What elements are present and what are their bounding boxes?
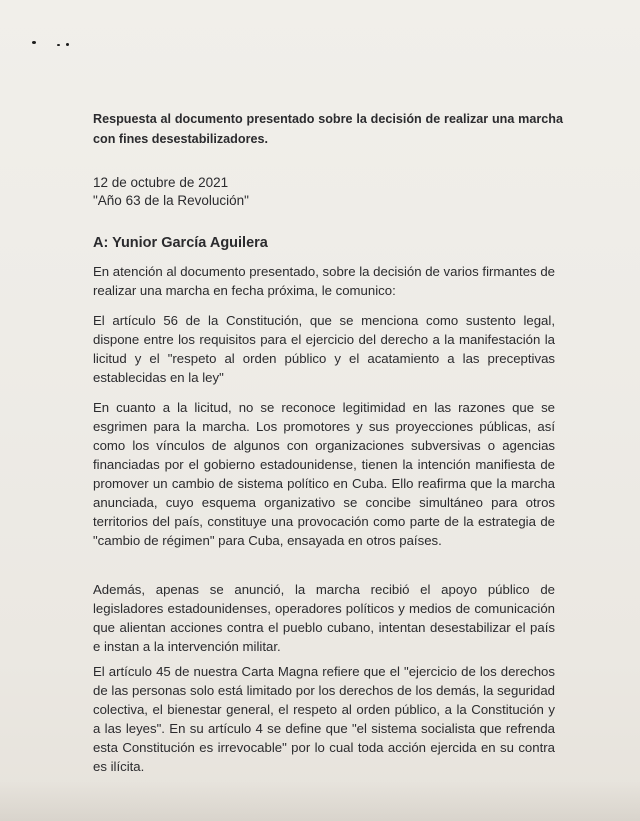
- paragraph-intro: En atención al documento presentado, sobre la decisión de varios firmantes de realizar una marcha en fecha próxima, le comunico:: [93, 264, 555, 298]
- recipient-line: A: Yunior García Aguilera: [93, 235, 268, 251]
- paragraph-licitud: En cuanto a la licitud, no se reconoce legitimidad en las razones que se esgrimen para la marcha. Los promotores y sus proyecciones públicas, así como los vínculos de algunos con organizaciones subversivas o agencias financiadas por el gobierno estadounidense, tienen la intención manifiesta de promover un cambio de sistema político en Cuba. Ello reafirma que la marcha anunciada, cuyo esquema organizativo se concibe simultáneo para otros territorios del país, constituye una provocación como parte de la estrategia de "cambio de régimen" para Cuba, ensayada en otros países.: [93, 400, 555, 548]
- paragraph-apoyo: Además, apenas se anunció, la marcha recibió el apoyo público de legisladores estadounidenses, operadores políticos y medios de comunicación que alientan acciones contra el pueblo cubano, intentan desestabilizar el país e instan a la intervención militar.: [93, 582, 555, 654]
- page-shadow: [0, 781, 640, 821]
- paragraph-article-45: El artículo 45 de nuestra Carta Magna refiere que el "ejercicio de los derechos de las personas solo está limitado por los derechos de los demás, la seguridad colectiva, el bienestar general, el respeto al orden público, a la Constitución y a las leyes". En su artículo 4 se define que "el sistema socialista que refrenda esta Constitución es irrevocable" por lo cual toda acción ejercida en su contra es ilícita.: [93, 664, 555, 774]
- date-line: 12 de octubre de 2021: [93, 175, 229, 190]
- paragraph-article-56: El artículo 56 de la Constitución, que se menciona como sustento legal, dispone entre los requisitos para el ejercicio del derecho a la manifestación la licitud y el "respeto al orden público y el acatamiento a las preceptivas establecidas en la ley": [93, 313, 555, 385]
- ink-speck-mark: [66, 43, 69, 46]
- year-motto: "Año 63 de la Revolución": [93, 193, 249, 208]
- document-heading: Respuesta al documento presentado sobre la decisión de realizar una marcha con fines desestabilizadores.: [93, 112, 563, 146]
- ink-speck-mark: [57, 44, 60, 46]
- ink-speck-mark: [32, 41, 36, 44]
- date-block: [93, 174, 493, 210]
